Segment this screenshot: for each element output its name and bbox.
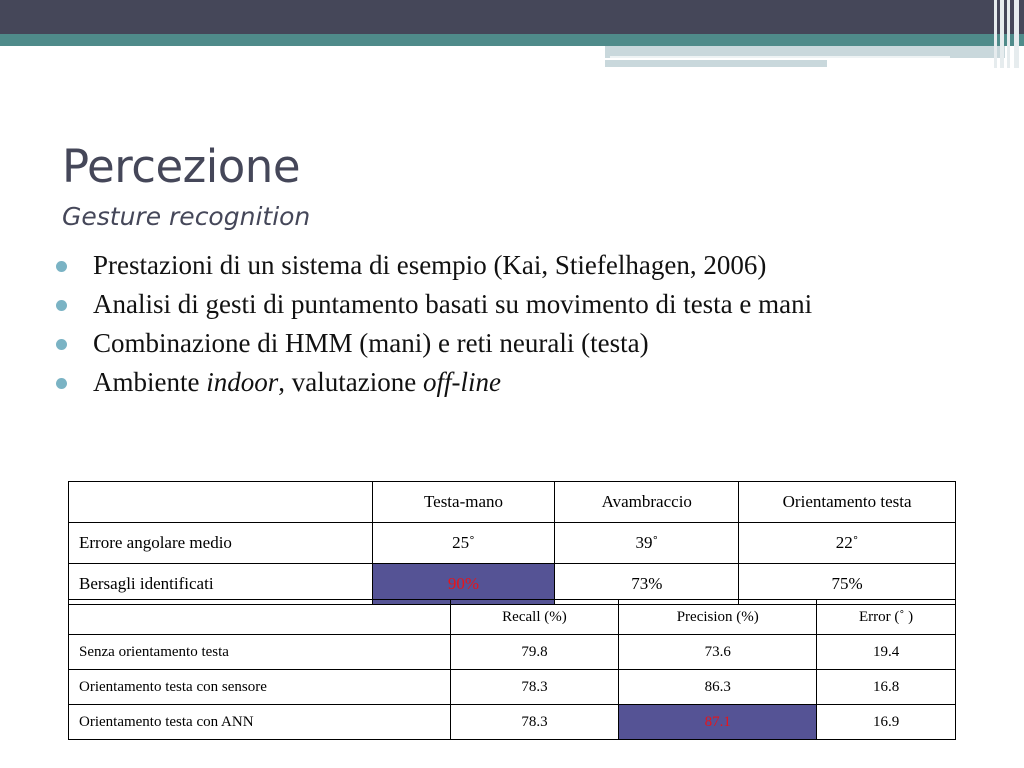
table-header-cell: Testa-mano: [372, 482, 555, 523]
table-cell-highlight: 87.1: [619, 705, 817, 740]
table-cell: 19.4: [817, 635, 956, 670]
table-header-cell: Orientamento testa: [739, 482, 956, 523]
slide-title: Percezione: [62, 140, 301, 193]
table-cell: 22˚: [739, 523, 956, 564]
header-bar-teal: [0, 34, 1024, 46]
table-row: [69, 635, 956, 670]
table-header-cell: [69, 600, 451, 635]
table-row: [69, 670, 956, 705]
table-cell: 86.3: [619, 670, 817, 705]
table-cell: 78.3: [450, 705, 619, 740]
bullet-item: Ambiente indoor, valutazione off-line: [56, 367, 956, 398]
table-cell: 25˚: [372, 523, 555, 564]
bullet-item: Prestazioni di un sistema di esempio (Kai, Stiefelhagen, 2006): [56, 250, 956, 281]
bullet-dot-icon: [56, 300, 67, 311]
table-header-cell: [69, 482, 373, 523]
bullet-item: Analisi di gesti di puntamento basati su movimento di testa e mani: [56, 289, 956, 320]
header-bar-dark: [0, 0, 1024, 34]
table-cell: 75%: [739, 564, 956, 605]
table-cell: 16.9: [817, 705, 956, 740]
header-bar-line: [610, 56, 950, 58]
table-cell: 73.6: [619, 635, 817, 670]
row-label: Orientamento testa con sensore: [69, 670, 451, 705]
results-table-2: [68, 599, 956, 740]
bullet-dot-icon: [56, 339, 67, 350]
table-cell: 16.8: [817, 670, 956, 705]
table-header-cell: Error (˚ ): [817, 600, 956, 635]
slide-subtitle: Gesture recognition: [62, 202, 311, 231]
table-row: [69, 523, 956, 564]
table-header-row: [69, 600, 956, 635]
bullet-item: Combinazione di HMM (mani) e reti neurali (testa): [56, 328, 956, 359]
bullet-dot-icon: [56, 261, 67, 272]
table-cell: 73%: [555, 564, 739, 605]
table-cell: 78.3: [450, 670, 619, 705]
row-label: Orientamento testa con ANN: [69, 705, 451, 740]
header-stripes: [990, 0, 1024, 68]
row-label: Senza orientamento testa: [69, 635, 451, 670]
row-label: Bersagli identificati: [69, 564, 373, 605]
table-row: [69, 705, 956, 740]
table-header-cell: Recall (%): [450, 600, 619, 635]
bullet-list: [56, 250, 956, 406]
row-label: Errore angolare medio: [69, 523, 373, 564]
table-header-cell: Avambraccio: [555, 482, 739, 523]
results-table-1: [68, 481, 956, 605]
header-bar-light-short: [605, 60, 827, 67]
table-cell: 39˚: [555, 523, 739, 564]
bullet-dot-icon: [56, 378, 67, 389]
table-cell: 79.8: [450, 635, 619, 670]
table-cell-highlight: 90%: [372, 564, 555, 605]
table-header-cell: Precision (%): [619, 600, 817, 635]
table-header-row: [69, 482, 956, 523]
